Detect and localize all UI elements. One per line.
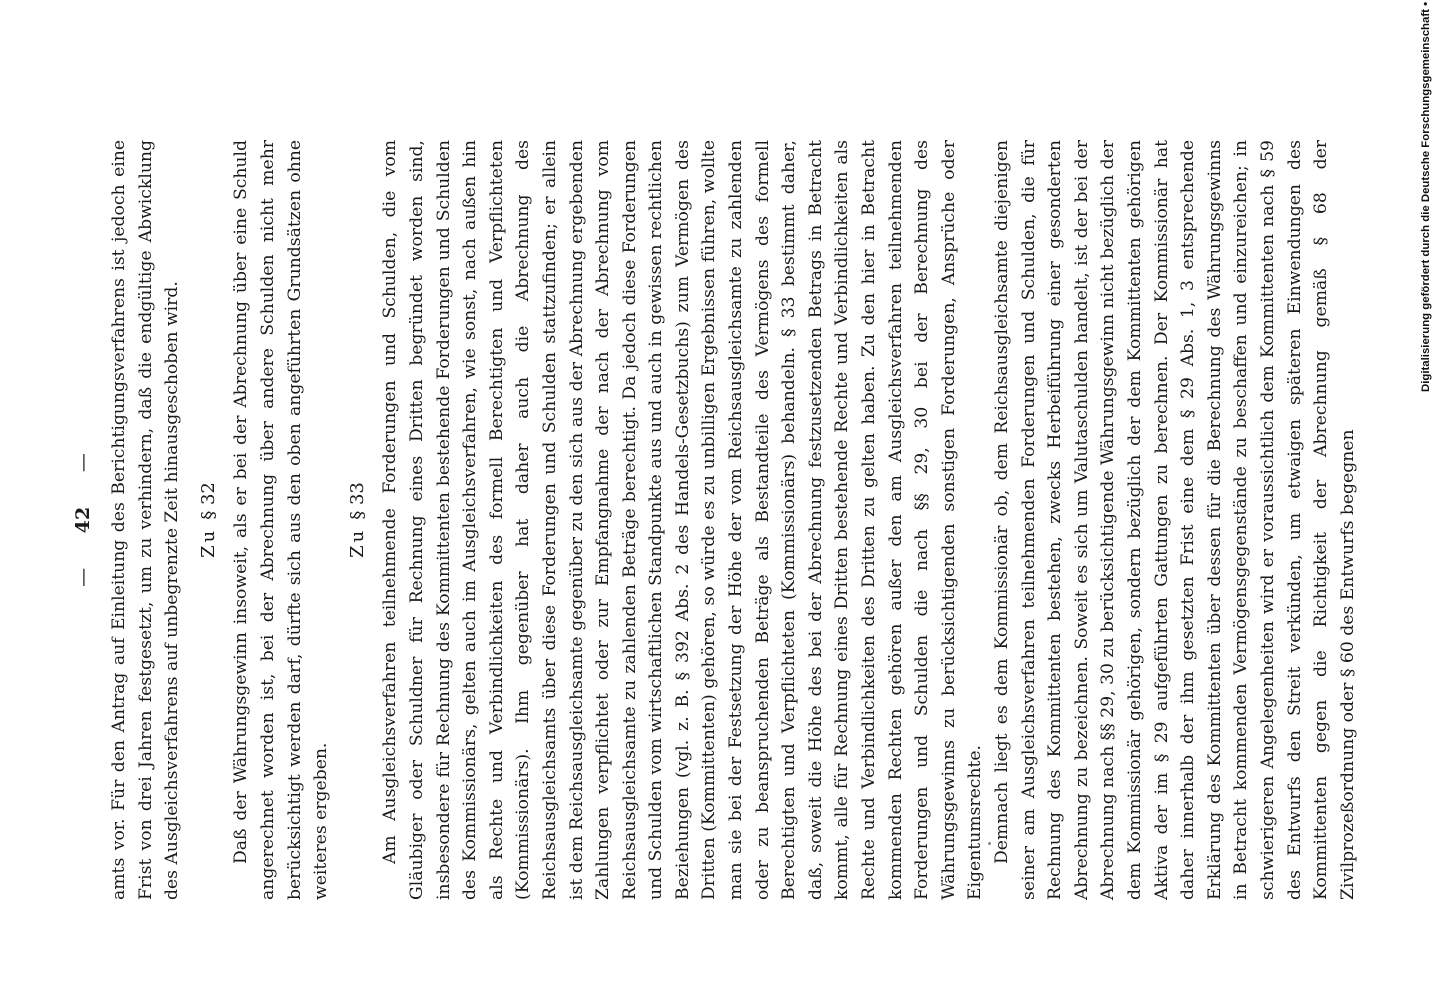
rotated-page [70,140,1358,900]
header-dash-left: — [72,567,94,587]
paragraph-intro: amts vor. Für den Antrag auf Einleitung des Berichtigungsverfahrens ist jedoch eine Frist von drei Jahren festgesetzt, um zu verhindern, daß die endgültige Abwicklung des Ausgleichsverfahrens auf unbegrenzte Zeit hinausgeschoben wird. [109,140,183,900]
section-heading-prefix: Zu [197,527,219,558]
paragraph-section-32: Daß der Währungsgewinn insoweit, als er bei der Abrechnung über eine Schuld angerechnet worden ist, bei der Abrechnung über andere Schulden nicht mehr berücksichtigt werden darf, dürfte sich aus den oben angeführten Grundsätzen ohne weiteres ergeben. [231,140,332,900]
section-heading-prefix: Zu [346,527,368,558]
digitization-note-text: Digitalisierung gefördert durch die Deutsche Forschungsgemeinschaft • [1420,1,1432,392]
section-heading-33 [345,140,372,900]
section-number: § 32 [197,482,219,520]
digitization-note [1418,1,1434,392]
paragraph-section-33-2: Demnach liegt es dem Kommissionär ob, dem Reichsausgleichsamte diejenigen seiner am Ausgleichsverfahren teilnehmenden Forderungen und Schulden, die für Rechnung des Kommittenten bestehen, zwecks Herbeiführung einer gesonderten Abrechnung zu bezeichnen. Soweit es sich um Valutaschulden handelt, ist der bei der Abrechnung nach §§ 29, 30 zu berücksichtigende Währungsgewinn nicht bezüglich der dem Kommissionär gehörigen, sondern bezüglich der dem Kommittenten gehörigen Aktiva der im § 29 aufgeführten Gattungen zu berechnen. Der Kommissionär hat daher innerhalb der ihm gesetzten Frist eine dem § 29 Abs. 1, 3 entsprechende Erklärung des Kommittenten über dessen für die Berechnung des Währungsgewinns in Betracht kommenden Vermögensgegenstände zu beschaffen und einzureichen; in schwierigeren Angelegenheiten wird er voraussichtlich dem Kommittenten nach § 59 des Entwurfs den Streit verkünden, um etwaigen späteren Einwendungen des Kommittenten gegen die Richtigkeit der Abrechnung gemäß § 68 der Zivilprozeßordnung oder § 60 des Entwurfs begegnen [992,140,1358,900]
section-heading-32 [196,140,223,900]
page-header [70,140,100,900]
header-dash-right: — [72,453,94,473]
scan-speck [988,842,991,845]
section-number: § 33 [346,482,368,520]
page-number: 42 [72,506,94,534]
paragraph-section-33-1: Am Ausgleichsverfahren teilnehmende Forderungen und Schulden, die vom Gläubiger oder Schuldner für Rechnung eines Dritten begründet worden sind, insbesondere für Rechnung des Kommittenten bestehende Forderungen und Schulden des Kommissionärs, gelten auch im Ausgleichsverfahren, wie sonst, nach außen hin als Rechte und Verbindlichkeiten des formell Berechtigten und Verpflichteten (Kommissionärs). Ihm gegenüber hat daher auch die Abrechnung des Reichsausgleichsamts über diese Forderungen und Schulden stattzufinden; er allein ist dem Reichsausgleichsamte gegenüber zu den sich aus der Abrechnung ergebenden Zahlungen verpflichtet oder zur Empfangnahme der nach der Abrechnung vom Reichsausgleichsamte zu zahlenden Beträge berechtigt. Da jedoch diese Forderungen und Schulden vom wirtschaftlichen Standpunkte aus und auch in gewissen rechtlichen Beziehungen (vgl. z. B. § 392 Abs. 2 des Handels-Gesetzbuchs) zum Vermögen des Dritten (Kommittenten) gehören, so würde es zu unbilligen Ergebnissen führen, wollte man sie bei der Festsetzung der Höhe der vom Reichsausgleichsamte zu zahlenden oder zu beanspruchenden Beträge als Bestandteile des Vermögens des formell Berechtigten und Verpflichteten (Kommissionärs) behandeln. § 33 bestimmt daher, daß, soweit die Höhe des bei der Abrechnung festzusetzenden Betrags in Betracht kommt, alle für Rechnung eines Dritten bestehende Rechte und Verbindlichkeiten als Rechte und Verbindlichkeiten des Dritten zu gelten haben. Zu den hier in Betracht kommenden Rechten gehören außer den am Ausgleichsverfahren teilnehmenden Forderungen und Schulden die nach §§ 29, 30 bei der Berechnung des Währungsgewinns zu berücksichtigenden sonstigen Forderungen, Ansprüche oder Eigentumsrechte. [380,140,986,900]
